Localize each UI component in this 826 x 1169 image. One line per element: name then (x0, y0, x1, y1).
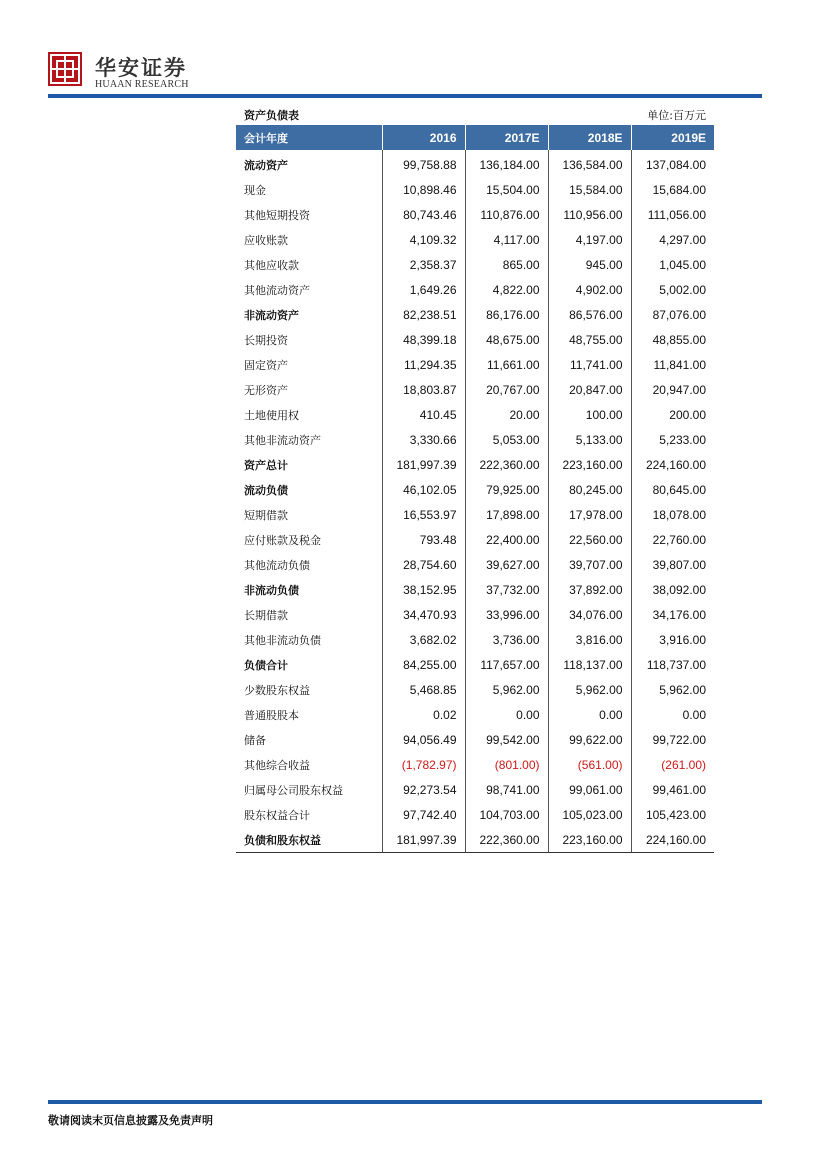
value-cell: 17,978.00 (548, 502, 631, 527)
value-cell: 22,560.00 (548, 527, 631, 552)
table-row (236, 527, 714, 552)
row-label: 其他综合收益 (236, 752, 382, 777)
value-cell: 20,767.00 (465, 377, 548, 402)
value-cell: 5,002.00 (659, 282, 706, 297)
value-cell: 5,468.85 (382, 677, 465, 702)
table-title: 资产负债表 (244, 109, 299, 122)
value-cell: 222,360.00 (465, 827, 548, 852)
table-row (236, 577, 714, 602)
value-cell: 11,294.35 (382, 352, 465, 377)
value-cell: 86,576.00 (548, 302, 631, 327)
row-label: 长期借款 (236, 602, 382, 627)
table-row (236, 327, 714, 352)
value-cell: 48,399.18 (382, 327, 465, 352)
value-cell: 98,741.00 (465, 777, 548, 802)
table-row (236, 252, 714, 277)
value-cell: 2,358.37 (382, 252, 465, 277)
value-cell: 92,273.54 (382, 777, 465, 802)
value-cell: 4,822.00 (465, 277, 548, 302)
row-label: 其他非流动负债 (236, 627, 382, 652)
column-header: 2018E (548, 125, 631, 150)
value-cell: 5,133.00 (548, 427, 631, 452)
row-label: 固定资产 (236, 352, 382, 377)
value-cell: 18,803.87 (382, 377, 465, 402)
value-cell: 3,816.00 (548, 627, 631, 652)
value-cell: 34,176.00 (652, 607, 706, 622)
table-row (236, 652, 714, 677)
value-cell: 104,703.00 (465, 802, 548, 827)
value-cell: 137,084.00 (645, 157, 706, 172)
value-cell: 3,916.00 (659, 632, 706, 647)
value-cell: 84,255.00 (382, 652, 465, 677)
value-cell: 20,947.00 (652, 382, 706, 397)
table-row (236, 727, 714, 752)
value-cell: 39,627.00 (465, 552, 548, 577)
value-cell: 80,245.00 (548, 477, 631, 502)
row-label: 其他应收款 (236, 252, 382, 277)
row-label: 资产总计 (236, 452, 382, 477)
table-row (236, 502, 714, 527)
value-cell: 0.00 (548, 702, 631, 727)
value-cell: 793.48 (382, 527, 465, 552)
row-label: 长期投资 (236, 327, 382, 352)
value-cell: 3,682.02 (382, 627, 465, 652)
value-cell: 0.00 (465, 702, 548, 727)
brand-name-en: HUAAN RESEARCH (95, 79, 189, 90)
value-cell: 136,584.00 (548, 150, 631, 177)
value-cell: 37,892.00 (548, 577, 631, 602)
value-cell: 18,078.00 (652, 507, 706, 522)
row-label: 现金 (236, 177, 382, 202)
value-cell: 99,061.00 (548, 777, 631, 802)
value-cell: 117,657.00 (465, 652, 548, 677)
row-label: 负债合计 (236, 652, 382, 677)
column-header: 会计年度 (236, 125, 382, 150)
footer-divider (48, 1100, 762, 1104)
value-cell: 3,330.66 (382, 427, 465, 452)
value-cell: 105,023.00 (548, 802, 631, 827)
table-row (236, 377, 714, 402)
row-label: 无形资产 (236, 377, 382, 402)
value-cell: 34,076.00 (548, 602, 631, 627)
row-label: 股东权益合计 (236, 802, 382, 827)
value-cell: 1,649.26 (382, 277, 465, 302)
row-label: 流动负债 (236, 477, 382, 502)
row-label: 土地使用权 (236, 402, 382, 427)
value-cell: 945.00 (548, 252, 631, 277)
row-label: 流动资产 (236, 150, 382, 177)
value-cell: 38,152.95 (382, 577, 465, 602)
value-cell: 46,102.05 (382, 477, 465, 502)
row-label: 负债和股东权益 (236, 827, 382, 852)
value-cell: (561.00) (548, 752, 631, 777)
huaan-logo-icon (48, 52, 82, 86)
table-row (236, 477, 714, 502)
table-row (236, 802, 714, 827)
value-cell: 118,737.00 (646, 657, 706, 672)
column-header: 2017E (465, 125, 548, 150)
value-cell: (801.00) (465, 752, 548, 777)
table-row (236, 677, 714, 702)
brand-name-cn: 华安证券 (95, 55, 187, 80)
row-label: 短期借款 (236, 502, 382, 527)
value-cell: 100.00 (548, 402, 631, 427)
value-cell: 94,056.49 (382, 727, 465, 752)
value-cell: 17,898.00 (465, 502, 548, 527)
column-header: 2019E (631, 125, 714, 150)
value-cell: 99,758.88 (382, 150, 465, 177)
value-cell: 28,754.60 (382, 552, 465, 577)
table-row (236, 452, 714, 477)
value-cell: 15,504.00 (465, 177, 548, 202)
value-cell: 86,176.00 (465, 302, 548, 327)
value-cell: 4,109.32 (382, 227, 465, 252)
value-cell: 39,807.00 (652, 557, 706, 572)
value-cell: 22,400.00 (465, 527, 548, 552)
value-cell: 5,053.00 (465, 427, 548, 452)
value-cell: 20.00 (465, 402, 548, 427)
value-cell: 16,553.97 (382, 502, 465, 527)
page-header (48, 48, 768, 100)
value-cell: 87,076.00 (652, 307, 706, 322)
row-label: 归属母公司股东权益 (236, 777, 382, 802)
value-cell: 111,056.00 (647, 207, 706, 222)
value-cell: 15,684.00 (652, 182, 706, 197)
value-cell: 223,160.00 (548, 827, 631, 852)
value-cell: 223,160.00 (548, 452, 631, 477)
value-cell: 1,045.00 (659, 257, 706, 272)
table-row (236, 427, 714, 452)
value-cell: 99,542.00 (465, 727, 548, 752)
value-cell: 5,233.00 (659, 432, 706, 447)
table-row (236, 602, 714, 627)
value-cell: 5,962.00 (548, 677, 631, 702)
disclaimer-note: 敬请阅读末页信息披露及免责声明 (48, 1114, 213, 1127)
value-cell: 136,184.00 (465, 150, 548, 177)
value-cell: 79,925.00 (465, 477, 548, 502)
table-row (236, 150, 714, 177)
value-cell: 4,197.00 (548, 227, 631, 252)
row-label: 其他流动资产 (236, 277, 382, 302)
row-label: 非流动负债 (236, 577, 382, 602)
table-row (236, 277, 714, 302)
value-cell: 38,092.00 (652, 582, 706, 597)
value-cell: 99,461.00 (652, 782, 706, 797)
row-label: 其他短期投资 (236, 202, 382, 227)
value-cell: 4,117.00 (465, 227, 548, 252)
value-cell: 82,238.51 (382, 302, 465, 327)
header-divider (48, 94, 762, 98)
value-cell: 39,707.00 (548, 552, 631, 577)
table-row (236, 752, 714, 777)
value-cell: 22,760.00 (652, 532, 706, 547)
table-row (236, 402, 714, 427)
balance-sheet-table (236, 125, 714, 852)
table-row (236, 627, 714, 652)
row-label: 应收账款 (236, 227, 382, 252)
value-cell: 48,675.00 (465, 327, 548, 352)
value-cell: 48,755.00 (548, 327, 631, 352)
value-cell: 5,962.00 (659, 682, 706, 697)
value-cell: 80,743.46 (382, 202, 465, 227)
value-cell: 110,956.00 (548, 202, 631, 227)
value-cell: 181,997.39 (382, 452, 465, 477)
value-cell: 11,741.00 (548, 352, 631, 377)
value-cell: 99,722.00 (652, 732, 706, 747)
value-cell: 0.00 (682, 707, 706, 722)
table-row (236, 827, 714, 852)
value-cell: 97,742.40 (382, 802, 465, 827)
table-bottom-rule (236, 852, 714, 853)
value-cell: (261.00) (661, 757, 706, 772)
value-cell: 200.00 (669, 407, 706, 422)
value-cell: 4,297.00 (659, 232, 706, 247)
value-cell: 4,902.00 (548, 277, 631, 302)
table-body (236, 150, 714, 852)
row-label: 普通股股本 (236, 702, 382, 727)
value-cell: 34,470.93 (382, 602, 465, 627)
table-row (236, 302, 714, 327)
value-cell: 224,160.00 (645, 832, 706, 847)
table-header-row (236, 125, 714, 150)
table-row (236, 352, 714, 377)
table-row (236, 202, 714, 227)
value-cell: 80,645.00 (652, 482, 706, 497)
row-label: 其他非流动资产 (236, 427, 382, 452)
row-label: 应付账款及税金 (236, 527, 382, 552)
value-cell: 5,962.00 (465, 677, 548, 702)
table-row (236, 177, 714, 202)
value-cell: 865.00 (465, 252, 548, 277)
value-cell: 222,360.00 (465, 452, 548, 477)
row-label: 非流动资产 (236, 302, 382, 327)
value-cell: 105,423.00 (645, 807, 706, 822)
table-row (236, 552, 714, 577)
column-header: 2016 (382, 125, 465, 150)
value-cell: 181,997.39 (382, 827, 465, 852)
value-cell: 11,661.00 (465, 352, 548, 377)
table-row (236, 702, 714, 727)
table-unit: 单位:百万元 (647, 109, 706, 122)
value-cell: 20,847.00 (548, 377, 631, 402)
value-cell: 110,876.00 (465, 202, 548, 227)
value-cell: 48,855.00 (652, 332, 706, 347)
row-label: 少数股东权益 (236, 677, 382, 702)
value-cell: 410.45 (382, 402, 465, 427)
value-cell: 118,137.00 (548, 652, 631, 677)
value-cell: 10,898.46 (382, 177, 465, 202)
row-label: 储备 (236, 727, 382, 752)
table-row (236, 777, 714, 802)
row-label: 其他流动负债 (236, 552, 382, 577)
value-cell: 37,732.00 (465, 577, 548, 602)
value-cell: (1,782.97) (382, 752, 465, 777)
table-row (236, 227, 714, 252)
value-cell: 0.02 (382, 702, 465, 727)
value-cell: 99,622.00 (548, 727, 631, 752)
value-cell: 15,584.00 (548, 177, 631, 202)
value-cell: 11,841.00 (653, 357, 706, 372)
value-cell: 33,996.00 (465, 602, 548, 627)
table-title-bar (236, 101, 714, 125)
balance-sheet (236, 101, 714, 853)
value-cell: 224,160.00 (645, 457, 706, 472)
value-cell: 3,736.00 (465, 627, 548, 652)
